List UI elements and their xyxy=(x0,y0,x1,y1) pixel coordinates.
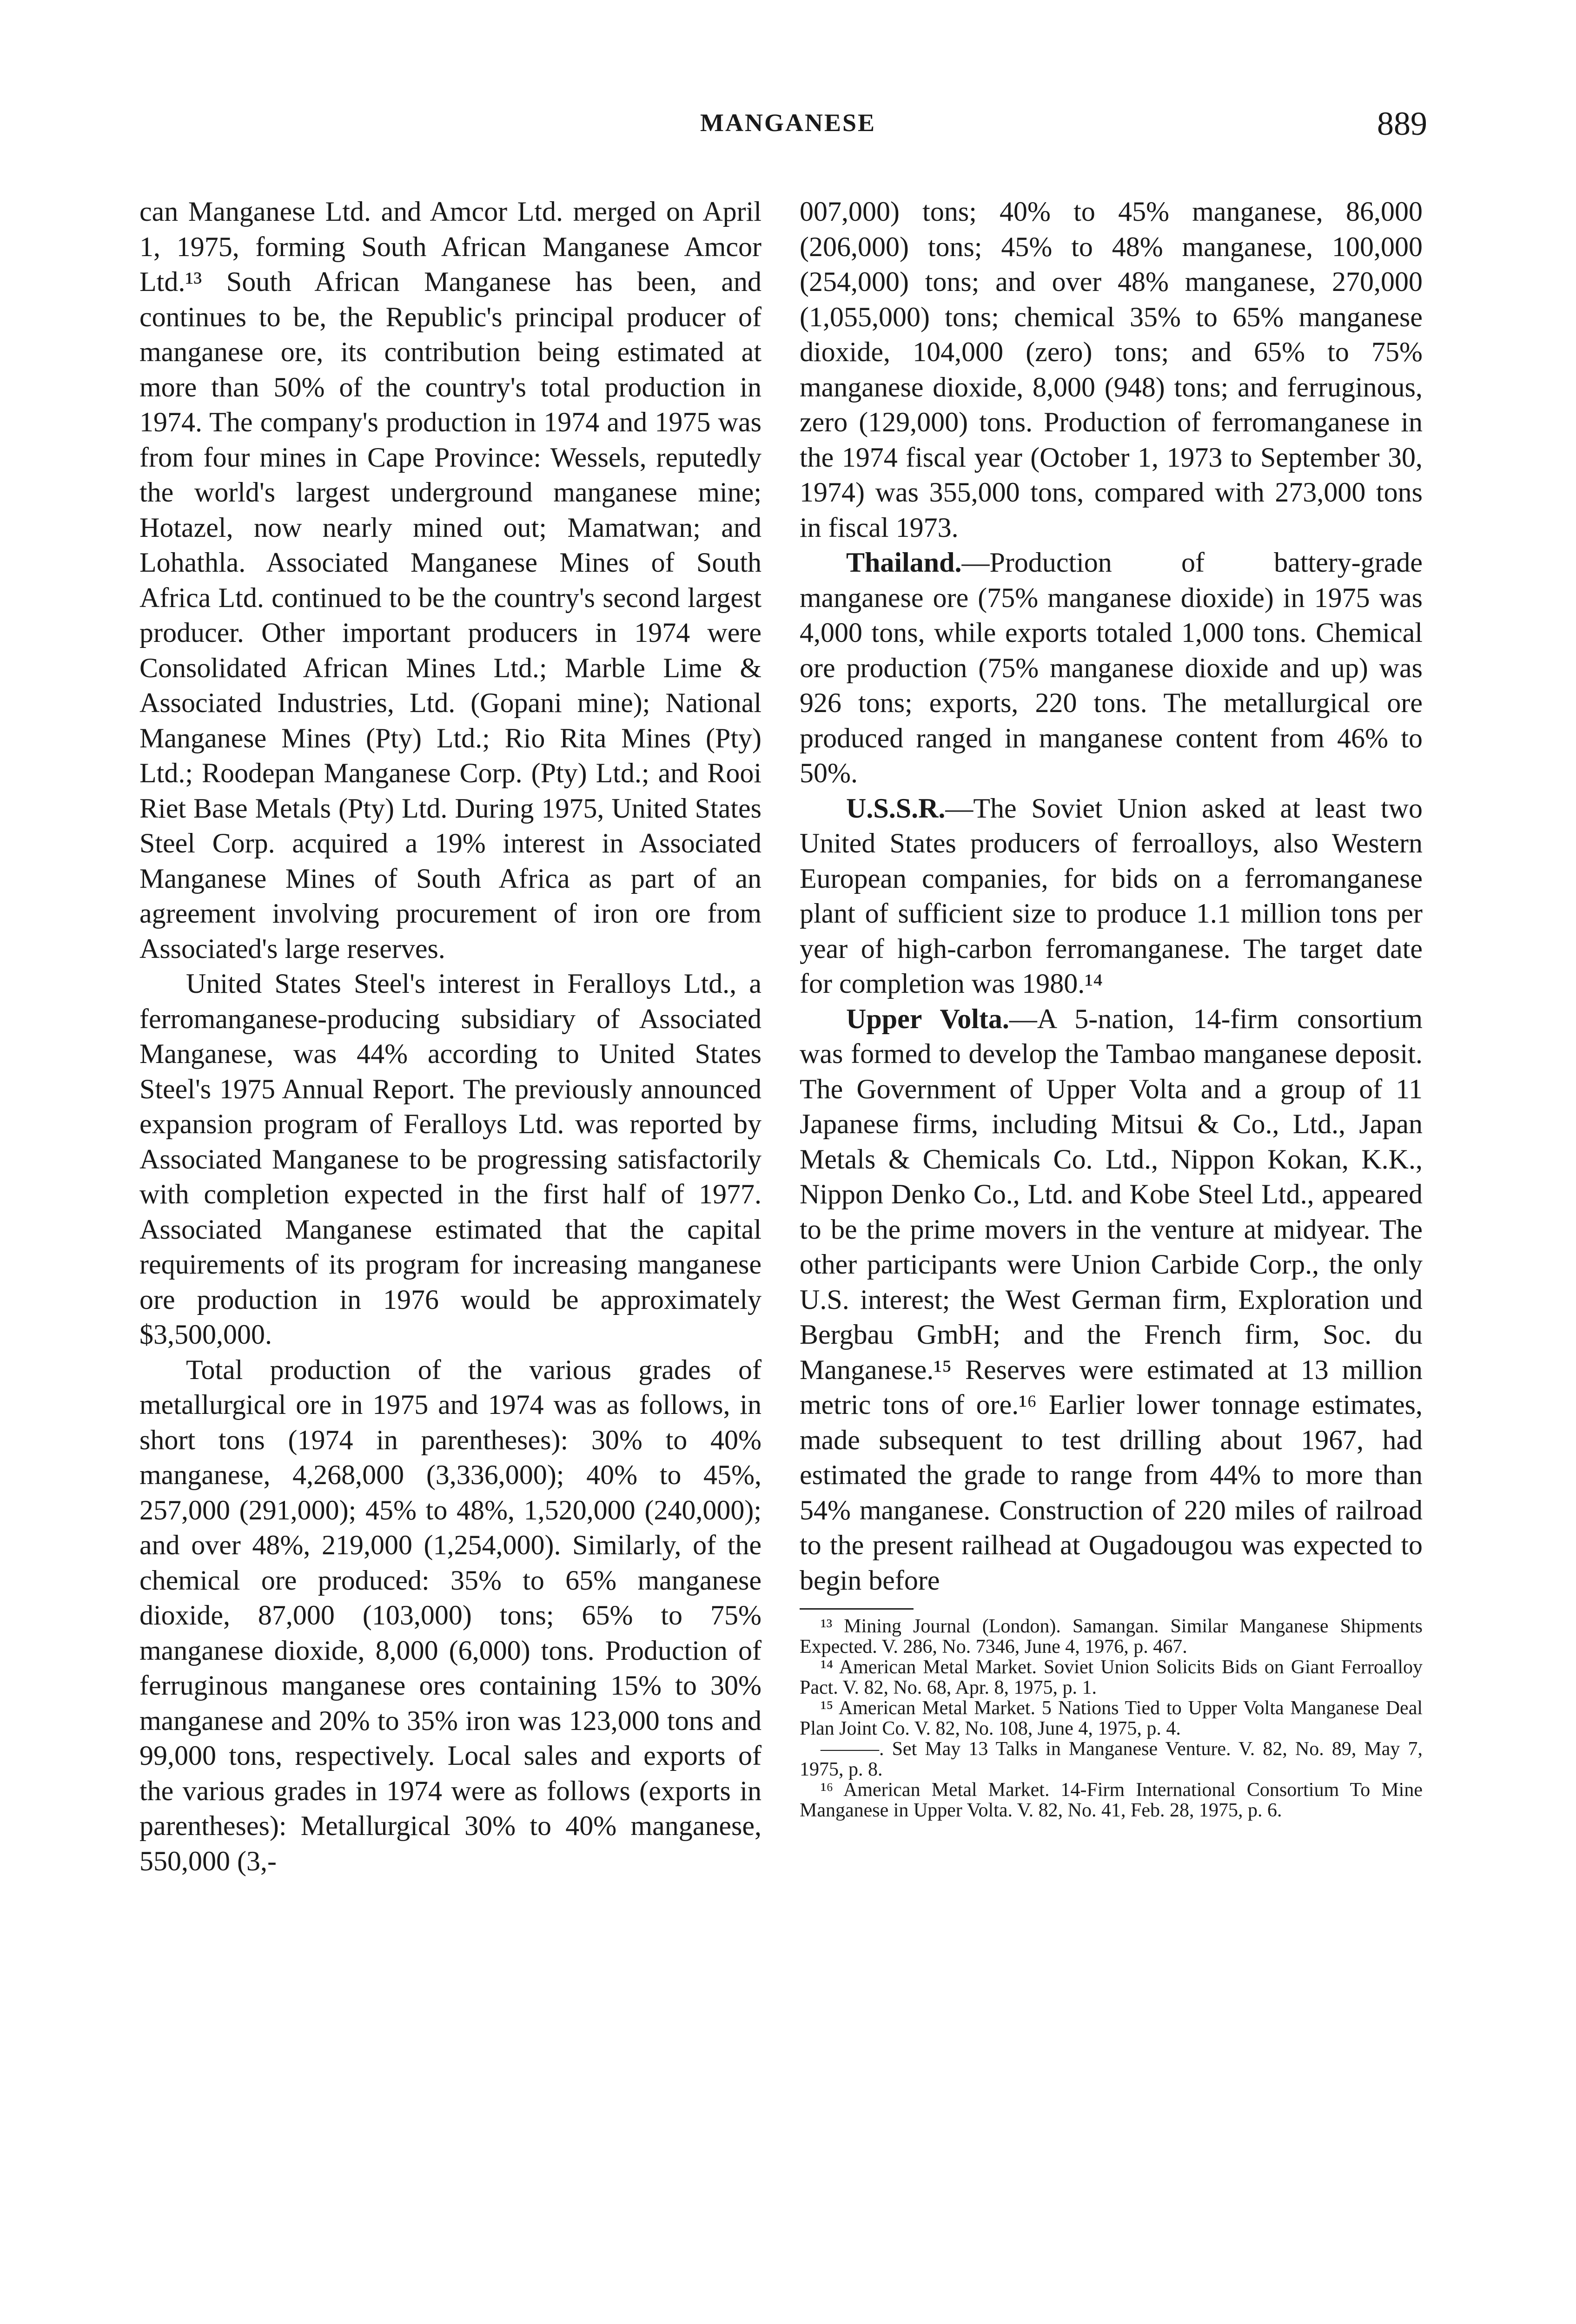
footnote-divider xyxy=(800,1608,914,1610)
section-upper-volta xyxy=(800,1002,1423,1598)
paragraph-feralloys: United States Steel's interest in Feralloys Ltd., a ferromanganese-producing subsidiary of Associated Manganese, was 44% according to United States Steel's 1975 Annual Report. The previously announced expansion program of Feralloys Ltd. was reported by Associated Manganese to be progressing satisfactorily with completion expected in the first half of 1977. Associated Manganese estimated that the capital requirements of its program for increasing manganese ore production in 1976 would be approximately $3,500,000. xyxy=(139,968,762,1350)
footnote-15: ¹⁵ American Metal Market. 5 Nations Tied to Upper Volta Manganese Deal Plan Joint Co. V. 82, No. 108, June 4, 1975, p. 4. xyxy=(800,1697,1423,1739)
running-title: MANGANESE xyxy=(700,109,876,137)
heading-thailand: Thailand. xyxy=(846,547,962,578)
paragraph-production-grades: Total production of the various grades of metallurgical ore in 1975 and 1974 was as follows, in short tons (1974 in parentheses): 30% to 40% manganese, 4,268,000 (3,336,000); 40% to 45%, 257,000 (291,000); 45% to 48%, 1,520,000 (240,000); and over 48%, 219,000 (1,254,000). Similarly, of the chemical ore produced: 35% to 65% manganese dioxide, 87,000 (103,000) tons; 65% to 75% manganese dioxide, 8,000 (6,000) tons. Production of ferruginous manganese ores containing 15% to 30% manganese and 20% to 35% iron was 123,000 tons and 99,000 tons, respectively. Local sales and exports of the various grades in 1974 were as follows (exports in parentheses): Metallurgical 30% to 40% manganese, 550,000 (3,- xyxy=(139,1354,762,1876)
page-number: 889 xyxy=(1377,105,1427,142)
footnotes xyxy=(800,1616,1423,1821)
text-ussr: —The Soviet Union asked at least two United States producers of ferroalloys, also Western European companies, for bids on a ferromanganese plant of sufficient size to produce 1.1 million tons per year of high-carbon ferromanganese. The target date for completion was 1980.¹⁴ xyxy=(800,792,1423,999)
section-ussr xyxy=(800,791,1423,1002)
section-thailand xyxy=(800,545,1423,791)
footnote-13: ¹³ Mining Journal (London). Samangan. Similar Manganese Shipments Expected. V. 286, No. 7346, June 4, 1976, p. 467. xyxy=(800,1616,1423,1657)
heading-ussr: U.S.S.R. xyxy=(846,792,946,824)
right-column xyxy=(800,194,1423,1821)
running-header xyxy=(139,105,1437,146)
left-column xyxy=(139,194,762,1879)
paragraph-exports-continued: 007,000) tons; 40% to 45% manganese, 86,000 (206,000) tons; 45% to 48% manganese, 100,000 (254,000) tons; and over 48% manganese, 270,000 (1,055,000) tons; chemical 35% to 65% manganese dioxide, 104,000 (zero) tons; and 65% to 75% manganese dioxide, 8,000 (948) tons; and ferruginous, zero (129,000) tons. Production of ferromanganese in the 1974 fiscal year (October 1, 1973 to September 30, 1974) was 355,000 tons, compared with 273,000 tons in fiscal 1973. xyxy=(800,196,1423,543)
text-thailand: —Production of battery-grade manganese ore (75% manganese dioxide) in 1975 was 4,000 tons, while exports totaled 1,000 tons. Chemical ore production (75% manganese dioxide and up) was 926 tons; exports, 220 tons. The metallurgical ore produced ranged in manganese content from 46% to 50%. xyxy=(800,547,1423,788)
text-upper-volta: —A 5-nation, 14-firm consortium was formed to develop the Tambao manganese deposit. The Government of Upper Volta and a group of 11 Japanese firms, including Mitsui & Co., Ltd., Japan Metals & Chemicals Co. Ltd., Nippon Kokan, K.K., Nippon Denko Co., Ltd. and Kobe Steel Ltd., appeared to be the prime movers in the venture at midyear. The other participants were Union Carbide Corp., the only U.S. interest; the West German firm, Exploration und Bergbau GmbH; and the French firm, Soc. du Manganese.¹⁵ Reserves were estimated at 13 million metric tons of ore.¹⁶ Earlier lower tonnage estimates, made subsequent to test drilling about 1967, had estimated the grade to range from 44% to more than 54% manganese. Construction of 220 miles of railroad to the present railhead at Ougadougou was expected to begin before xyxy=(800,1003,1423,1596)
heading-upper-volta: Upper Volta. xyxy=(846,1003,1009,1034)
footnote-16: ¹⁶ American Metal Market. 14-Firm International Consortium To Mine Manganese in Upper Volta. V. 82, No. 41, Feb. 28, 1975, p. 6. xyxy=(800,1779,1423,1821)
paragraph-south-africa-producers: can Manganese Ltd. and Amcor Ltd. merged on April 1, 1975, forming South African Manganese Amcor Ltd.¹³ South African Manganese has been, and continues to be, the Republic's principal producer of manganese ore, its contribution being estimated at more than 50% of the country's total production in 1974. The company's production in 1974 and 1975 was from four mines in Cape Province: Wessels, reputedly the world's largest underground manganese mine; Hotazel, now nearly mined out; Mamatwan; and Lohathla. Associated Manganese Mines of South Africa Ltd. continued to be the country's second largest producer. Other important producers in 1974 were Consolidated African Mines Ltd.; Marble Lime & Associated Industries, Ltd. (Gopani mine); National Manganese Mines (Pty) Ltd.; Rio Rita Mines (Pty) Ltd.; Roodepan Manganese Corp. (Pty) Ltd.; and Rooi Riet Base Metals (Pty) Ltd. During 1975, United States Steel Corp. acquired a 19% interest in Associated Manganese Mines of South Africa as part of an agreement involving procurement of iron ore from Associated's large reserves. xyxy=(139,196,762,964)
footnote-14: ¹⁴ American Metal Market. Soviet Union Solicits Bids on Giant Ferroalloy Pact. V. 82, No. 68, Apr. 8, 1975, p. 1. xyxy=(800,1657,1423,1698)
footnote-15-continued: ———. Set May 13 Talks in Manganese Venture. V. 82, No. 89, May 7, 1975, p. 8. xyxy=(800,1738,1423,1780)
